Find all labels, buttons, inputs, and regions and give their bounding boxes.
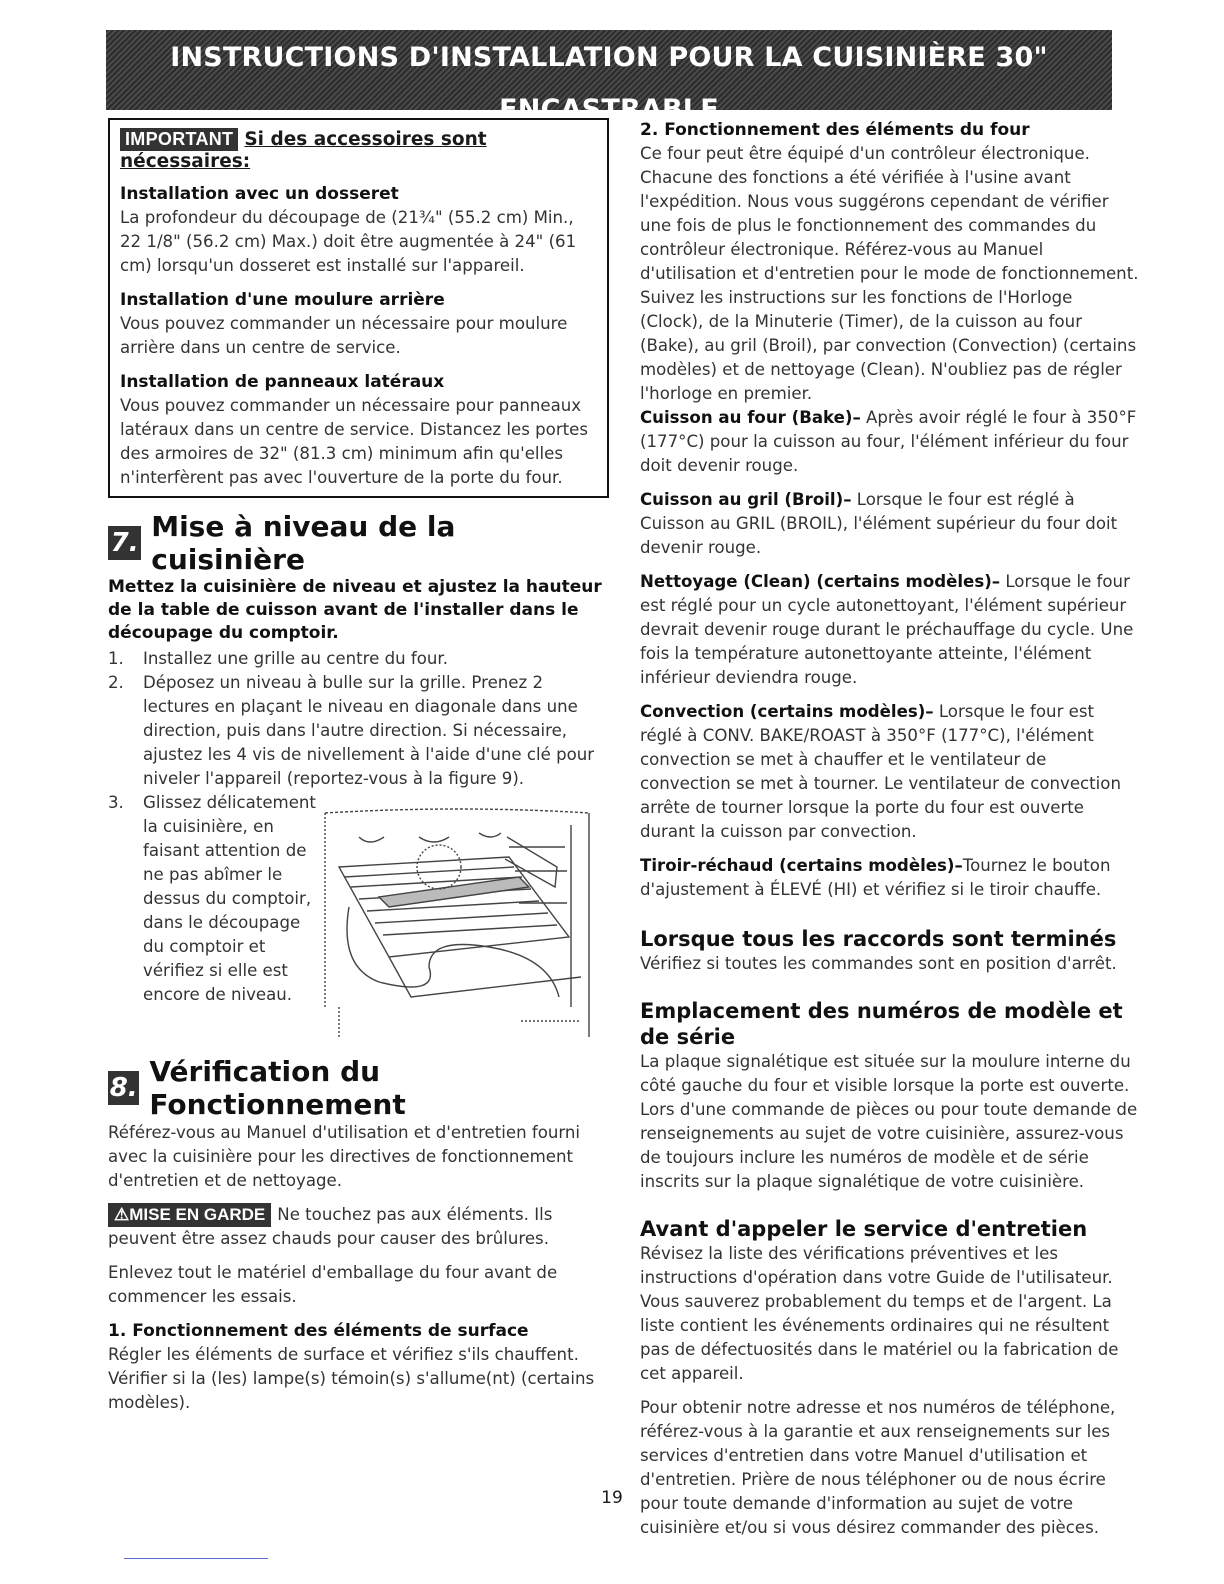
important-title: Si des accessoires sont nécessaires: [120, 129, 487, 172]
page-header-banner [106, 30, 1112, 125]
important-badge: IMPORTANT [120, 128, 238, 151]
oven-item-warming-drawer: Tiroir-réchaud (certains modèles)–Tournez le bouton d'ajustement à ÉLEVÉ (HI) et vérifiez si le tiroir chauffe. [640, 856, 1111, 899]
remove-packaging-text: Enlevez tout le matériel d'emballage du four avant de commencer les essais. [108, 1263, 558, 1306]
important-text: La profondeur du découpage de (21¾" (55.2 cm) Min., 22 1/8" (56.2 cm) Max.) doit être augmentée à 24" (61 cm) lorsqu'un dosseret est installé sur l'appareil. [120, 208, 577, 275]
service-text-1: Révisez la liste des vérifications préventives et les instructions d'opération dans votre Guide de l'utilisateur. Vous sauverez probablement du temps et de l'argent. La liste contient les événements ordinaires qui ne résultent pas de défectuosités dans le matériel ou la fabrication de cet appareil. [640, 1244, 1119, 1383]
page-number: 19 [601, 1488, 623, 1508]
section-8-number: 8. [109, 1073, 138, 1103]
page-header-title: INSTRUCTIONS D'INSTALLATION POUR LA CUISINIÈRE 30" ENCASTRABLE [170, 42, 1048, 125]
section-7-lead: Mettez la cuisinière de niveau et ajustez la hauteur de la table de cuisson avant de l'installer dans le découpage du comptoir. [108, 577, 602, 643]
model-text: La plaque signalétique est située sur la moulure interne du côté gauche du four et visible lorsque la porte est ouverte. Lors d'une commande de pièces ou pour toute demande de renseignements au sujet de votre cuisinière, assurez-vous de toujours inclure les numéros de modèle et de série inscrits sur la plaque signalétique de votre cuisinière. [640, 1052, 1138, 1191]
list-item: 2. Déposez un niveau à bulle sur la grille. Prenez 2 lectures en plaçant le niveau en diagonale dans une direction, puis dans l'autre direction. Si nécessaire, ajustez les 4 vis de nivellement à l'aide d'une clé pour niveler l'appareil (reportez-vous à la figure 9). [108, 673, 595, 788]
oven-item-convection: Convection (certains modèles)– Lorsque le four est réglé à CONV. BAKE/ROAST à 350°F (177°C), l'élément convection se met à chauffer et le ventilateur de convection se met à tourner. Le ventilateur de convection arrête de tourner lorsque la porte du four est ouverte durant la cuisson par convection. [640, 702, 1121, 841]
list-item: 1. Installez une grille au centre du four. [108, 649, 448, 668]
warning-badge: ⚠MISE EN GARDE [108, 1203, 271, 1227]
section-7-title: Mise à niveau de la cuisinière [151, 510, 456, 576]
surface-elements-text: Régler les éléments de surface et vérifiez s'ils chauffent. Vérifier si la (les) lampe(s) témoin(s) s'allume(nt) (certains modèles). [108, 1345, 595, 1412]
warning-paragraph [108, 1203, 608, 1251]
leveling-steps [108, 647, 608, 1045]
section-7-header [108, 510, 608, 576]
important-section-rear-trim [120, 288, 597, 360]
oven-rack-figure [319, 807, 601, 1045]
important-heading: Installation de panneaux latéraux [120, 372, 445, 392]
section-8-title: Vérification du Fonctionnement [149, 1055, 406, 1121]
finished-heading: Lorsque tous les raccords sont terminés [640, 927, 1117, 951]
oven-item-bake: Cuisson au four (Bake)– Après avoir réglé le four à 350°F (177°C) pour la cuisson au four, l'élément inférieur du four doit devenir rouge. [640, 408, 1137, 475]
important-text: Vous pouvez commander un nécessaire pour panneaux latéraux dans un centre de service. Distancez les portes des armoires de 32" (81.3 cm) minimum afin qu'elles n'interfèrent pas avec l'ouverture de la porte du four. [120, 396, 588, 487]
service-heading: Avant d'appeler le service d'entretien [640, 1217, 1088, 1241]
warning-text: Ne touchez pas aux éléments. Ils peuvent être assez chauds pour causer des brûlures. [108, 1205, 553, 1248]
important-heading: Installation avec un dosseret [120, 184, 399, 204]
oven-elements-intro: Ce four peut être équipé d'un contrôleur électronique. Chacune des fonctions a été vérifiée à l'usine avant l'expédition. Nous vous suggérons cependant de vérifier une fois de plus le fonctionnement des commandes du contrôleur électronique. Référez-vous au Manuel d'utilisation et d'entretien pour le mode de fonctionnement. Suivez les instructions sur les fonctions de l'Horloge (Clock), de la Minuterie (Timer), de la cuisson au four (Bake), au gril (Broil), par convection (Convection) (certains modèles) et de nettoyage (Clean). N'oubliez pas de régler l'horloge en premier. [640, 144, 1139, 403]
important-section-side-panels [120, 370, 597, 490]
model-heading: Emplacement des numéros de modèle et de série [640, 999, 1123, 1049]
right-column [640, 118, 1140, 1540]
list-item: 3. Glissez délicatement la cuisinière, en faisant attention de ne pas abîmer le dessus du comptoir, dans le découpage du comptoir et vérifiez si elle est encore de niveau. [108, 791, 608, 1045]
left-column [108, 118, 608, 1415]
warning-icon: ⚠ [114, 1205, 130, 1224]
important-section-backsplash [120, 182, 597, 278]
section-8-header [108, 1055, 608, 1121]
section-7-number: 7. [108, 526, 141, 560]
important-box [108, 118, 609, 498]
footer-divider [124, 1558, 268, 1559]
section-8-intro: Référez-vous au Manuel d'utilisation et d'entretien fourni avec la cuisinière pour les directives de fonctionnement d'entretien et de nettoyage. [108, 1123, 581, 1190]
surface-elements-heading: 1. Fonctionnement des éléments de surface [108, 1321, 529, 1341]
oven-item-broil: Cuisson au gril (Broil)– Lorsque le four est réglé à Cuisson au GRIL (BROIL), l'élément supérieur du four doit devenir rouge. [640, 490, 1118, 557]
oven-elements-heading: 2. Fonctionnement des éléments du four [640, 120, 1030, 140]
finished-text: Vérifiez si toutes les commandes sont en position d'arrêt. [640, 954, 1117, 973]
service-text-2: Pour obtenir notre adresse et nos numéros de téléphone, référez-vous à la garantie et aux renseignements sur les services d'entretien dans votre Manuel d'utilisation et d'entretien. Prière de nous téléphoner ou de nous écrire pour toute demande d'information au sujet de votre cuisinière et/ou si vous désirez commander des pièces. [640, 1398, 1116, 1537]
important-text: Vous pouvez commander un nécessaire pour moulure arrière dans un centre de service. [120, 314, 568, 357]
important-heading: Installation d'une moulure arrière [120, 290, 445, 310]
oven-item-clean: Nettoyage (Clean) (certains modèles)– Lorsque le four est réglé pour un cycle autonettoyant, l'élément supérieur devrait devenir rouge durant le préchauffage du cycle. Une fois la température autonettoyante atteinte, l'élément inférieur deviendra rouge. [640, 572, 1134, 687]
